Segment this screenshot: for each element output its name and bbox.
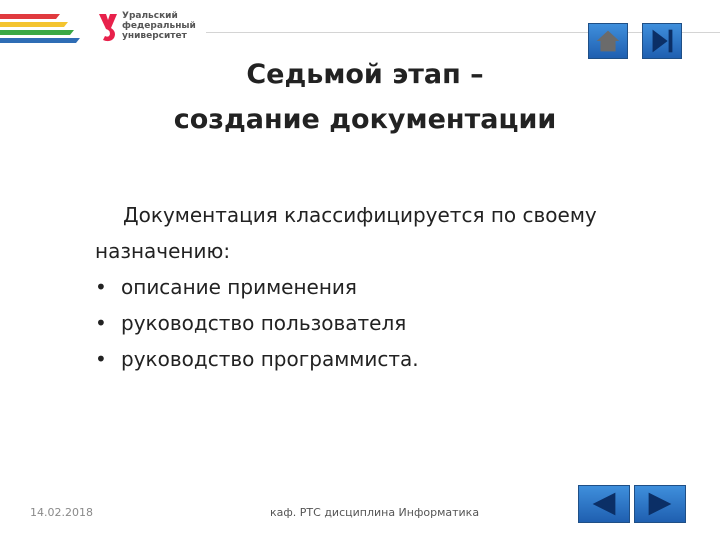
footer-date: 14.02.2018 — [30, 506, 93, 519]
intro-text: Документация классифицируется по своему назначению: — [95, 203, 597, 263]
logo-line: федеральный — [122, 21, 196, 31]
title-line: Седьмой этап – — [246, 59, 484, 90]
bullet-list — [95, 269, 685, 377]
title-line: создание документации — [173, 104, 557, 135]
logo-line: университет — [122, 31, 187, 41]
university-logo-icon — [97, 12, 119, 42]
next-button[interactable] — [634, 485, 686, 523]
end-icon — [643, 24, 681, 58]
footer-course: каф. РТС дисциплина Информатика — [270, 506, 480, 519]
list-item-text: описание применения — [121, 275, 357, 299]
previous-button[interactable] — [578, 485, 630, 523]
list-item — [95, 269, 685, 305]
slide-body — [95, 197, 685, 377]
list-item-text: руководство пользователя — [121, 311, 407, 335]
slide-title — [100, 52, 630, 142]
previous-icon — [579, 486, 629, 522]
list-item — [95, 305, 685, 341]
bullet-dot: • — [95, 347, 107, 371]
bullet-dot: • — [95, 275, 107, 299]
next-icon — [635, 486, 685, 522]
list-item-text: руководство программиста. — [121, 347, 419, 371]
decorative-stripes — [0, 12, 80, 46]
list-item — [95, 341, 685, 377]
logo-line: Уральский — [122, 11, 178, 21]
university-name — [122, 11, 212, 41]
bullet-dot: • — [95, 311, 107, 335]
end-button[interactable] — [642, 23, 682, 59]
